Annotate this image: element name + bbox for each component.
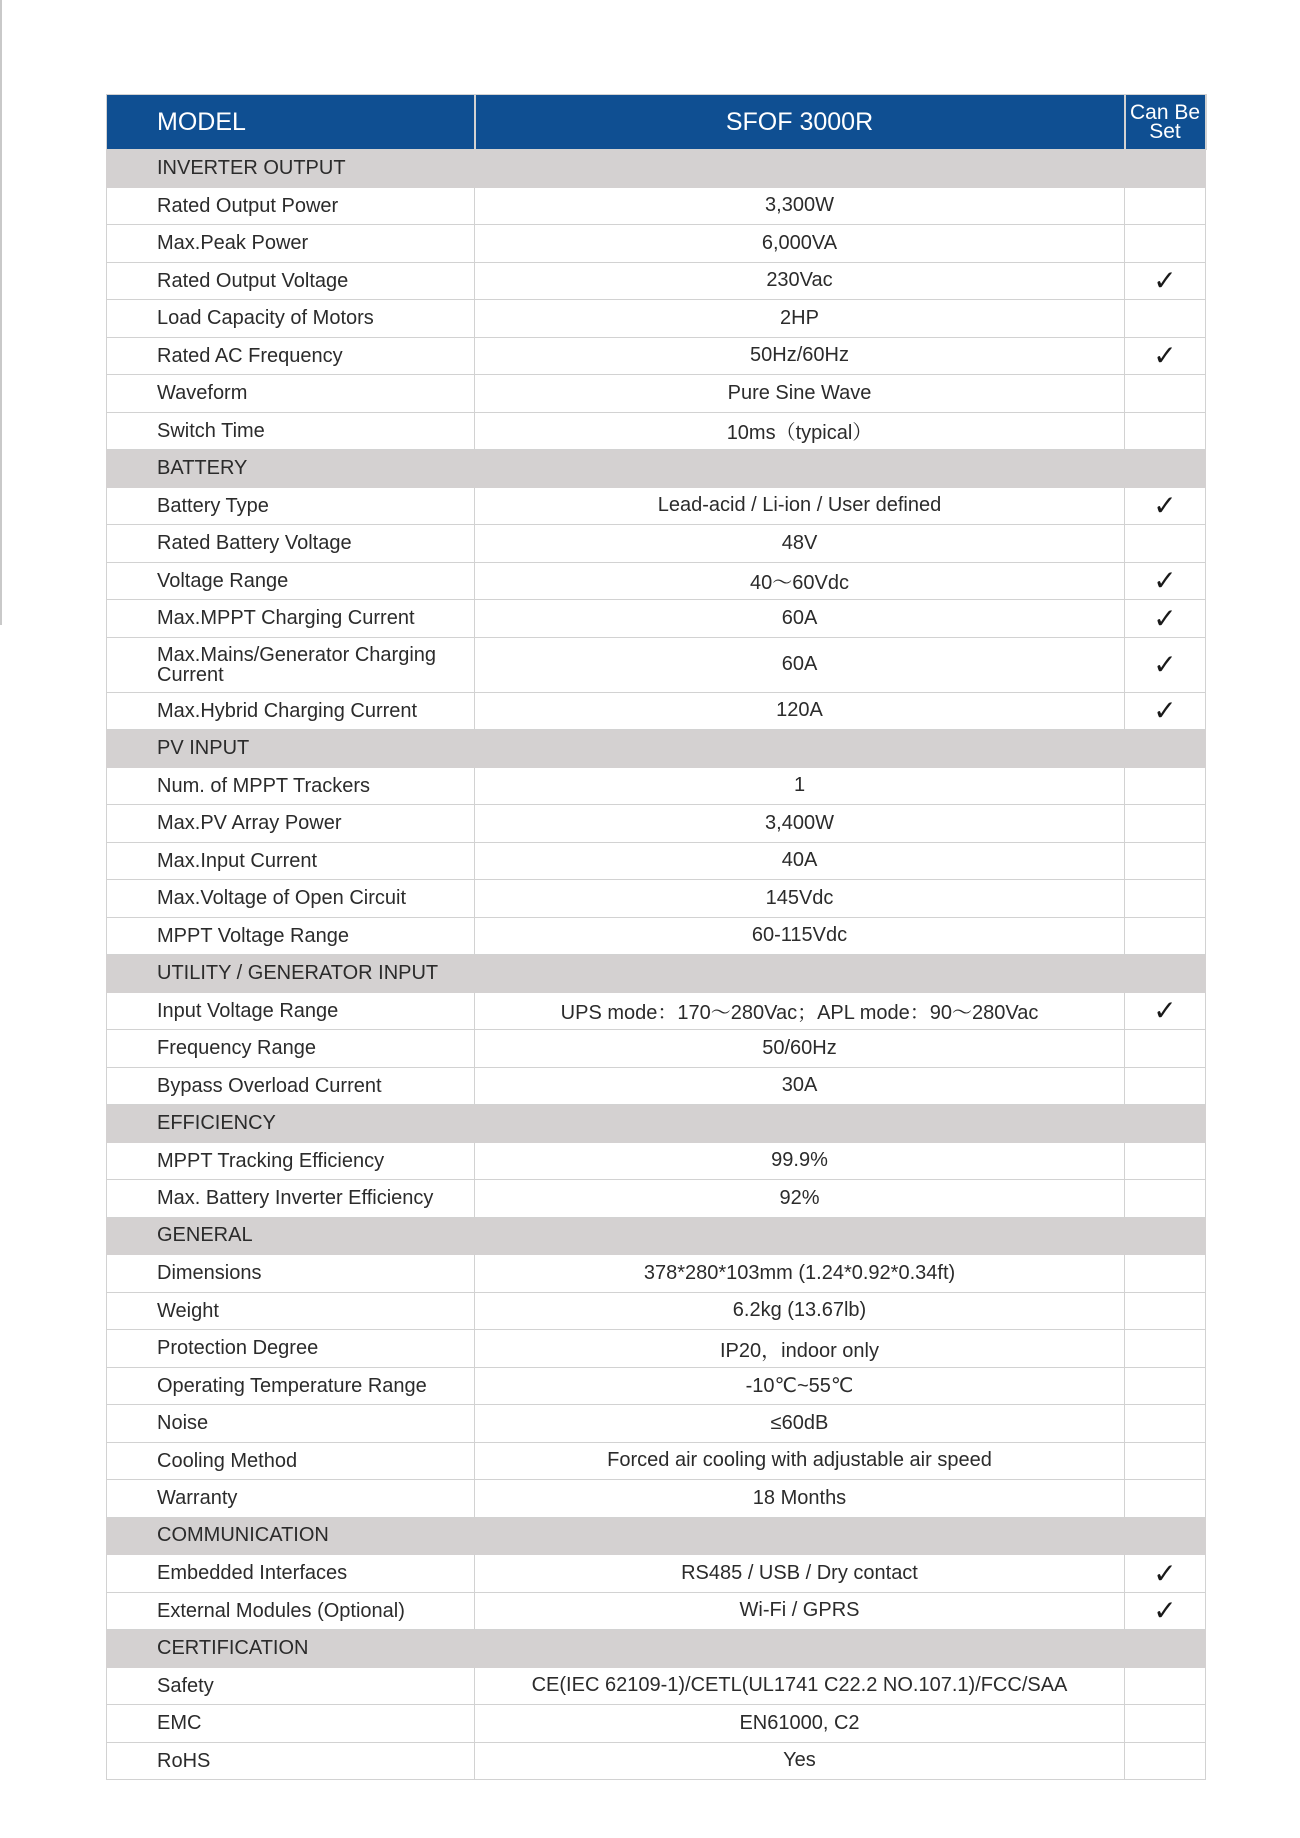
spec-row — [107, 1480, 1206, 1518]
spec-value: RS485 / USB / Dry contact — [475, 1555, 1125, 1593]
spec-value: 6.2kg (13.67lb) — [475, 1292, 1125, 1330]
spec-table-body — [107, 150, 1206, 1780]
spec-label: Operating Temperature Range — [107, 1367, 475, 1405]
spec-label: Max.MPPT Charging Current — [107, 600, 475, 638]
header-row — [107, 95, 1206, 150]
spec-label: Warranty — [107, 1480, 475, 1518]
spec-label: Rated Battery Voltage — [107, 525, 475, 563]
spec-row — [107, 1667, 1206, 1705]
check-mark-icon: ✓ — [1125, 337, 1206, 375]
spec-label: Rated Output Power — [107, 187, 475, 225]
spec-label: Safety — [107, 1667, 475, 1705]
spec-value: CE(IEC 62109-1)/CETL(UL1741 C22.2 NO.107.1)/FCC/SAA — [475, 1667, 1125, 1705]
spec-row — [107, 337, 1206, 375]
spec-label: Bypass Overload Current — [107, 1067, 475, 1105]
spec-value: Lead-acid / Li-ion / User defined — [475, 487, 1125, 525]
settable-empty-cell — [1125, 1442, 1206, 1480]
section-header-row — [107, 955, 1206, 993]
section-title: PV INPUT — [107, 730, 1206, 768]
spec-row — [107, 1142, 1206, 1180]
spec-value: -10℃~55℃ — [475, 1367, 1125, 1405]
check-mark-icon: ✓ — [1125, 1592, 1206, 1630]
spec-value: IP20，indoor only — [475, 1330, 1125, 1368]
spec-value: 378*280*103mm (1.24*0.92*0.34ft) — [475, 1255, 1125, 1293]
spec-label: Max.Mains/Generator Charging Current — [107, 637, 475, 692]
section-title: COMMUNICATION — [107, 1517, 1206, 1555]
spec-label: Max.Input Current — [107, 842, 475, 880]
spec-value: 18 Months — [475, 1480, 1125, 1518]
spec-label: Dimensions — [107, 1255, 475, 1293]
settable-empty-cell — [1125, 187, 1206, 225]
spec-label: Num. of MPPT Trackers — [107, 767, 475, 805]
spec-label: Weight — [107, 1292, 475, 1330]
spec-row — [107, 880, 1206, 918]
spec-value: 40A — [475, 842, 1125, 880]
model-label: MODEL — [107, 95, 475, 150]
settable-empty-cell — [1125, 917, 1206, 955]
spec-label: Max. Battery Inverter Efficiency — [107, 1180, 475, 1218]
settable-empty-cell — [1125, 1067, 1206, 1105]
settable-empty-cell — [1125, 1292, 1206, 1330]
section-header-row — [107, 1217, 1206, 1255]
spec-row — [107, 1555, 1206, 1593]
settable-empty-cell — [1125, 842, 1206, 880]
spec-label: Max.Voltage of Open Circuit — [107, 880, 475, 918]
spec-label: Rated Output Voltage — [107, 262, 475, 300]
spec-value: 6,000VA — [475, 225, 1125, 263]
settable-empty-cell — [1125, 1142, 1206, 1180]
spec-value: 60A — [475, 600, 1125, 638]
spec-label: Embedded Interfaces — [107, 1555, 475, 1593]
spec-row — [107, 1292, 1206, 1330]
spec-row — [107, 1442, 1206, 1480]
check-mark-icon: ✓ — [1125, 262, 1206, 300]
spec-row — [107, 992, 1206, 1030]
spec-value: 60A — [475, 637, 1125, 692]
spec-value: Yes — [475, 1742, 1125, 1780]
spec-row — [107, 917, 1206, 955]
spec-label: Switch Time — [107, 412, 475, 450]
spec-value: 2HP — [475, 300, 1125, 338]
spec-label: Input Voltage Range — [107, 992, 475, 1030]
spec-value: 10ms（typical） — [475, 412, 1125, 450]
spec-table — [106, 94, 1207, 1780]
spec-row — [107, 1330, 1206, 1368]
section-title: GENERAL — [107, 1217, 1206, 1255]
spec-value: Pure Sine Wave — [475, 375, 1125, 413]
spec-label: Rated AC Frequency — [107, 337, 475, 375]
spec-label: Max.Hybrid Charging Current — [107, 692, 475, 730]
settable-empty-cell — [1125, 225, 1206, 263]
settable-empty-cell — [1125, 375, 1206, 413]
spec-row — [107, 562, 1206, 600]
settable-empty-cell — [1125, 880, 1206, 918]
spec-label: Max.Peak Power — [107, 225, 475, 263]
spec-value: 30A — [475, 1067, 1125, 1105]
spec-row — [107, 1705, 1206, 1743]
spec-row — [107, 805, 1206, 843]
check-mark-icon: ✓ — [1125, 600, 1206, 638]
spec-label: MPPT Tracking Efficiency — [107, 1142, 475, 1180]
spec-value: EN61000, C2 — [475, 1705, 1125, 1743]
spec-value: 1 — [475, 767, 1125, 805]
spec-value: 3,300W — [475, 187, 1125, 225]
section-header-row — [107, 1105, 1206, 1143]
section-title: EFFICIENCY — [107, 1105, 1206, 1143]
check-mark-icon: ✓ — [1125, 1555, 1206, 1593]
settable-empty-cell — [1125, 767, 1206, 805]
spec-row — [107, 1367, 1206, 1405]
check-mark-icon: ✓ — [1125, 637, 1206, 692]
settable-empty-cell — [1125, 300, 1206, 338]
settable-empty-cell — [1125, 1742, 1206, 1780]
settable-empty-cell — [1125, 1405, 1206, 1443]
spec-label: Voltage Range — [107, 562, 475, 600]
settable-empty-cell — [1125, 412, 1206, 450]
check-mark-icon: ✓ — [1125, 992, 1206, 1030]
settable-empty-cell — [1125, 805, 1206, 843]
spec-label: Frequency Range — [107, 1030, 475, 1068]
spec-value: 60-115Vdc — [475, 917, 1125, 955]
spec-value: Wi-Fi / GPRS — [475, 1592, 1125, 1630]
spec-value: 145Vdc — [475, 880, 1125, 918]
spec-label: EMC — [107, 1705, 475, 1743]
settable-empty-cell — [1125, 1667, 1206, 1705]
spec-row — [107, 525, 1206, 563]
spec-row — [107, 1067, 1206, 1105]
section-header-row — [107, 150, 1206, 188]
spec-row — [107, 1255, 1206, 1293]
spec-label: MPPT Voltage Range — [107, 917, 475, 955]
spec-value: 48V — [475, 525, 1125, 563]
spec-label: Noise — [107, 1405, 475, 1443]
spec-label: Protection Degree — [107, 1330, 475, 1368]
settable-column-header: Can Be Set — [1125, 95, 1206, 150]
spec-row — [107, 300, 1206, 338]
spec-row — [107, 1592, 1206, 1630]
page-edge-line — [0, 0, 2, 625]
settable-empty-cell — [1125, 1480, 1206, 1518]
spec-value: UPS mode：170～280Vac；APL mode：90～280Vac — [475, 992, 1125, 1030]
spec-row — [107, 487, 1206, 525]
spec-label: Load Capacity of Motors — [107, 300, 475, 338]
settable-empty-cell — [1125, 1367, 1206, 1405]
spec-value: 230Vac — [475, 262, 1125, 300]
spec-label: Waveform — [107, 375, 475, 413]
spec-row — [107, 600, 1206, 638]
settable-empty-cell — [1125, 1255, 1206, 1293]
section-header-row — [107, 450, 1206, 488]
spec-row — [107, 767, 1206, 805]
settable-empty-cell — [1125, 1180, 1206, 1218]
spec-row — [107, 692, 1206, 730]
spec-row — [107, 1742, 1206, 1780]
spec-value: 3,400W — [475, 805, 1125, 843]
model-name: SFOF 3000R — [475, 95, 1125, 150]
section-header-row — [107, 1630, 1206, 1668]
settable-empty-cell — [1125, 1705, 1206, 1743]
spec-table-header — [107, 95, 1206, 150]
spec-value: 99.9% — [475, 1142, 1125, 1180]
spec-row — [107, 1030, 1206, 1068]
spec-label: Battery Type — [107, 487, 475, 525]
spec-value: Forced air cooling with adjustable air speed — [475, 1442, 1125, 1480]
spec-label: Cooling Method — [107, 1442, 475, 1480]
section-title: UTILITY / GENERATOR INPUT — [107, 955, 1206, 993]
spec-value: 50Hz/60Hz — [475, 337, 1125, 375]
section-header-row — [107, 1517, 1206, 1555]
spec-value: 50/60Hz — [475, 1030, 1125, 1068]
spec-row — [107, 1180, 1206, 1218]
settable-empty-cell — [1125, 1330, 1206, 1368]
spec-row — [107, 187, 1206, 225]
spec-row — [107, 637, 1206, 692]
section-title: CERTIFICATION — [107, 1630, 1206, 1668]
spec-value: ≤60dB — [475, 1405, 1125, 1443]
spec-row — [107, 375, 1206, 413]
section-header-row — [107, 730, 1206, 768]
spec-row — [107, 1405, 1206, 1443]
spec-row — [107, 842, 1206, 880]
spec-label: External Modules (Optional) — [107, 1592, 475, 1630]
spec-value: 40～60Vdc — [475, 562, 1125, 600]
section-title: INVERTER OUTPUT — [107, 150, 1206, 188]
settable-empty-cell — [1125, 525, 1206, 563]
spec-row — [107, 412, 1206, 450]
check-mark-icon: ✓ — [1125, 487, 1206, 525]
section-title: BATTERY — [107, 450, 1206, 488]
settable-empty-cell — [1125, 1030, 1206, 1068]
spec-value: 92% — [475, 1180, 1125, 1218]
check-mark-icon: ✓ — [1125, 562, 1206, 600]
spec-row — [107, 225, 1206, 263]
spec-value: 120A — [475, 692, 1125, 730]
spec-row — [107, 262, 1206, 300]
spec-label: Max.PV Array Power — [107, 805, 475, 843]
check-mark-icon: ✓ — [1125, 692, 1206, 730]
spec-label: RoHS — [107, 1742, 475, 1780]
